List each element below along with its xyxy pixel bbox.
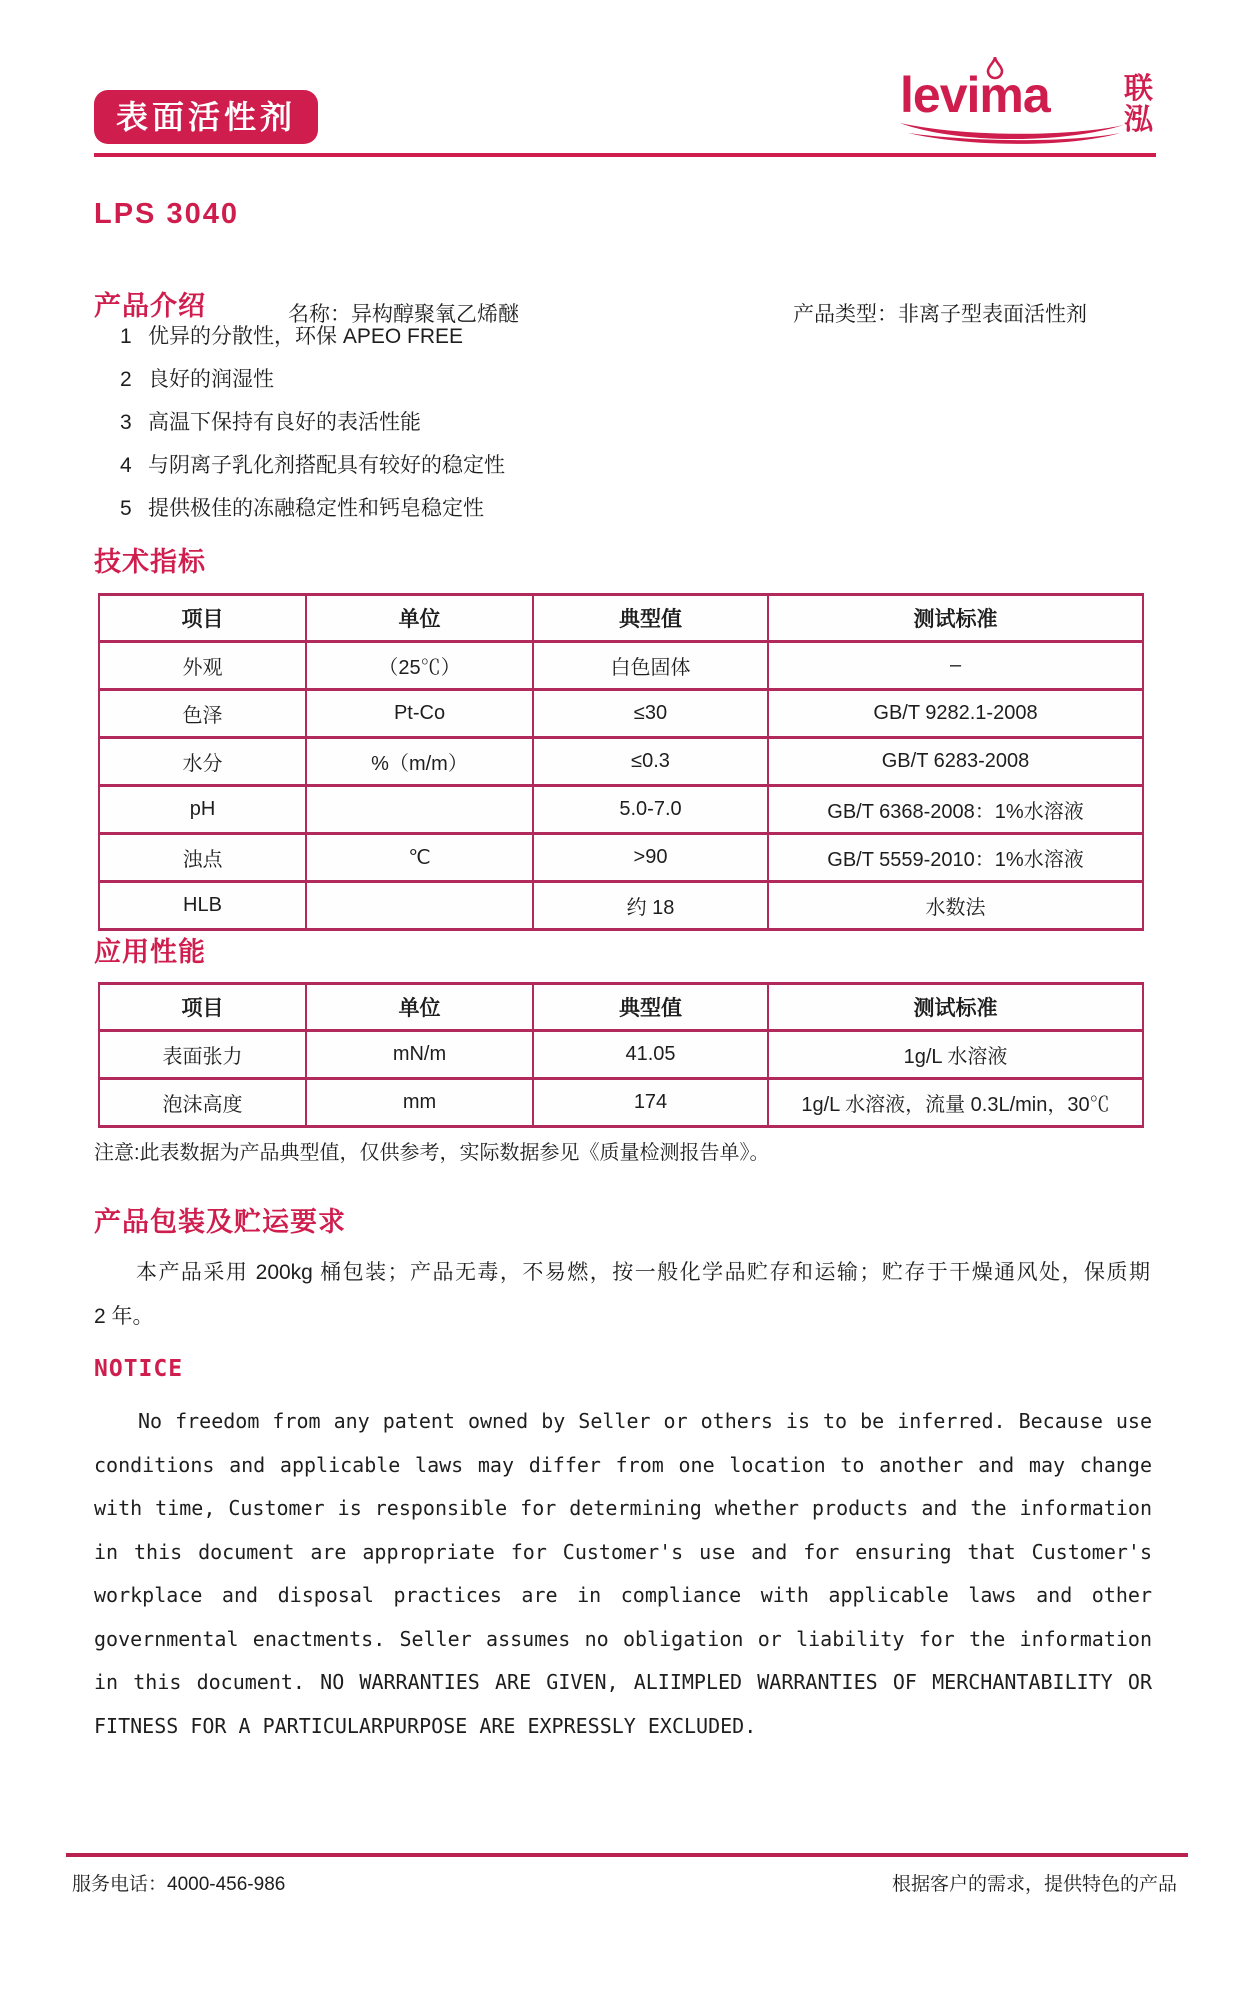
cell-unit: mm <box>306 1079 533 1127</box>
cell-typical-value: 41.05 <box>533 1031 768 1079</box>
feature-item <box>120 451 505 494</box>
feature-list <box>120 322 505 537</box>
table-row <box>99 786 1143 834</box>
cell-typical-value: ≤0.3 <box>533 738 768 786</box>
cell-item: pH <box>99 786 306 834</box>
feature-number: 5 <box>120 497 132 520</box>
cell-unit: mN/m <box>306 1031 533 1079</box>
cell-typical-value: 5.0-7.0 <box>533 786 768 834</box>
table-row <box>99 690 1143 738</box>
cell-test-standard: GB/T 6368-2008：1%水溶液 <box>768 786 1143 834</box>
table-header-row <box>99 984 1143 1031</box>
cell-unit: （25℃） <box>306 642 533 690</box>
feature-number: 1 <box>120 325 132 348</box>
cell-item: 色泽 <box>99 690 306 738</box>
header-rule <box>94 153 1156 157</box>
product-type: 产品类型：非离子型表面活性剂 <box>793 303 1087 326</box>
cell-typical-value: ≤30 <box>533 690 768 738</box>
column-header: 项目 <box>99 595 306 642</box>
table-row <box>99 642 1143 690</box>
cell-test-standard: 1g/L 水溶液 <box>768 1031 1143 1079</box>
product-code: LPS 3040 <box>94 198 239 230</box>
feature-text: 良好的润湿性 <box>148 368 274 391</box>
feature-number: 3 <box>120 411 132 434</box>
feature-item <box>120 408 505 451</box>
droplet-icon <box>986 56 1004 85</box>
column-header: 测试标准 <box>768 984 1143 1031</box>
cell-typical-value: >90 <box>533 834 768 882</box>
cell-item: 水分 <box>99 738 306 786</box>
cell-test-standard: 1g/L 水溶液，流量 0.3L/min，30℃ <box>768 1079 1143 1127</box>
table-header-row <box>99 595 1143 642</box>
cell-test-standard: GB/T 6283-2008 <box>768 738 1143 786</box>
table-row <box>99 882 1143 930</box>
feature-item <box>120 494 505 537</box>
column-header: 测试标准 <box>768 595 1143 642</box>
column-header: 单位 <box>306 595 533 642</box>
app-performance-table <box>98 982 1144 1128</box>
brand-logo-chinese: 联泓 <box>1124 73 1154 136</box>
cell-test-standard: GB/T 9282.1-2008 <box>768 690 1143 738</box>
feature-number: 2 <box>120 368 132 391</box>
table-row <box>99 834 1143 882</box>
packaging-text-line2: 2 年。 <box>94 1305 154 1328</box>
column-header: 单位 <box>306 984 533 1031</box>
feature-text: 优异的分散性，环保 APEO FREE <box>148 325 464 348</box>
product-name: 名称：异构醇聚氧乙烯醚 <box>288 303 519 326</box>
feature-item <box>120 322 505 365</box>
feature-text: 与阴离子乳化剂搭配具有较好的稳定性 <box>148 454 505 477</box>
cell-unit: ℃ <box>306 834 533 882</box>
table-note: 注意:此表数据为产品典型值，仅供参考，实际数据参见《质量检测报告单》。 <box>94 1142 770 1164</box>
cell-unit <box>306 882 533 930</box>
notice-text: No freedom from any patent owned by Seller or others is to be inferred. Because use conditions and applicable laws may differ from one location to another and may change with time, Customer is responsible for determining whether products and the information in this document are appropriate for Customer's use and for ensuring that Customer's workplace and disposal practices are in compliance with applicable laws and other governmental enactments. Seller assumes no obligation or liability for the information in this document. NO WARRANTIES ARE GIVEN, ALIIMPLED WARRANTIES OF MERCHANTABILITY OR FITNESS FOR A PARTICULARPURPOSE ARE EXPRESSLY EXCLUDED. <box>94 1409 1152 1738</box>
cell-item: 表面张力 <box>99 1031 306 1079</box>
cell-item: 浊点 <box>99 834 306 882</box>
cell-test-standard: 水数法 <box>768 882 1143 930</box>
cell-item: HLB <box>99 882 306 930</box>
footer-slogan: 根据客户的需求，提供特色的产品 <box>891 1874 1177 1895</box>
brand-logo-text: levima <box>900 67 1050 123</box>
cell-test-standard: GB/T 5559-2010：1%水溶液 <box>768 834 1143 882</box>
cell-item: 泡沫高度 <box>99 1079 306 1127</box>
cell-unit: %（m/m） <box>306 738 533 786</box>
section-heading-packaging: 产品包装及贮运要求 <box>94 1207 346 1237</box>
brand-swoosh-icon <box>898 121 1126 152</box>
table-row <box>99 738 1143 786</box>
feature-text: 高温下保持有良好的表活性能 <box>148 411 421 434</box>
column-header: 典型值 <box>533 984 768 1031</box>
feature-text: 提供极佳的冻融稳定性和钙皂稳定性 <box>148 497 484 520</box>
section-heading-app-performance: 应用性能 <box>94 937 206 967</box>
section-heading-notice: NOTICE <box>94 1356 184 1382</box>
column-header: 项目 <box>99 984 306 1031</box>
column-header: 典型值 <box>533 595 768 642</box>
footer-service-phone: 服务电话：4000-456-986 <box>72 1874 286 1895</box>
section-heading-intro: 产品介绍 <box>94 291 206 321</box>
packaging-text-line1: 本产品采用 200kg 桶包装；产品无毒，不易燃，按一般化学品贮存和运输；贮存于干燥通风处，保质期 <box>136 1261 1150 1284</box>
cell-typical-value: 白色固体 <box>533 642 768 690</box>
cell-typical-value: 约 18 <box>533 882 768 930</box>
table-row <box>99 1079 1143 1127</box>
cell-test-standard: – <box>768 642 1143 690</box>
table-row <box>99 1031 1143 1079</box>
cell-unit <box>306 786 533 834</box>
section-heading-tech-specs: 技术指标 <box>94 547 206 577</box>
cell-typical-value: 174 <box>533 1079 768 1127</box>
cell-item: 外观 <box>99 642 306 690</box>
cell-unit: Pt-Co <box>306 690 533 738</box>
category-badge: 表面活性剂 <box>94 90 318 144</box>
footer-rule <box>66 1853 1188 1857</box>
feature-item <box>120 365 505 408</box>
tech-specs-table <box>98 593 1144 931</box>
feature-number: 4 <box>120 454 132 477</box>
